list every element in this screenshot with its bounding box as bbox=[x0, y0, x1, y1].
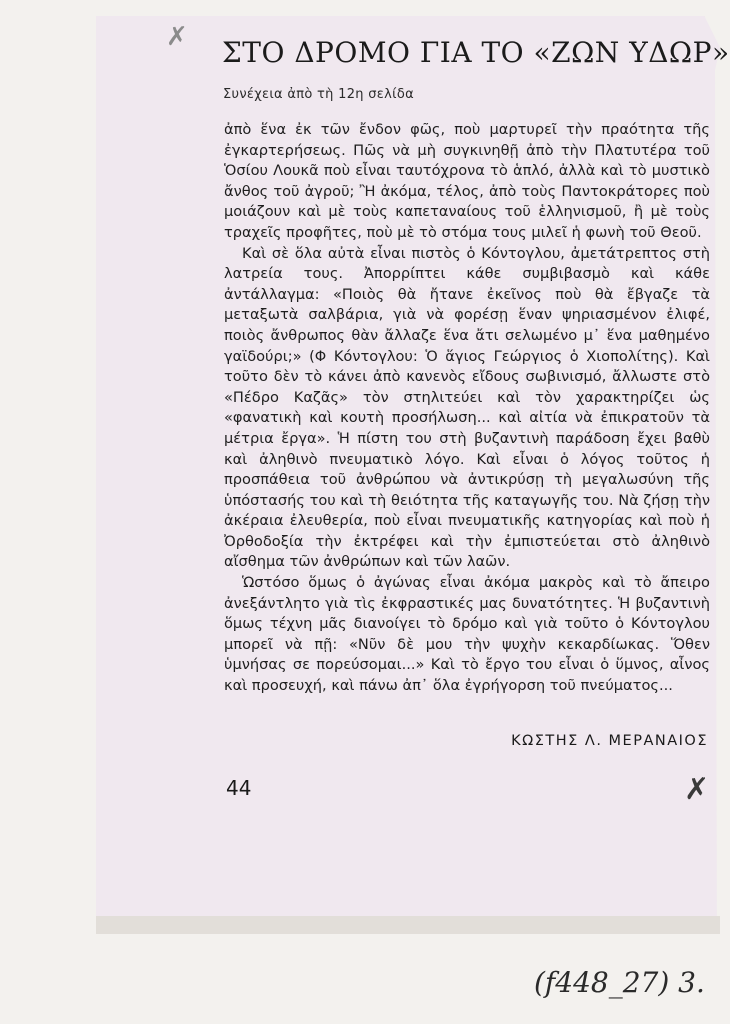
paragraph-1: ἀπὸ ἕνα ἐκ τῶν ἔνδον φῶς, ποὺ μαρτυρεῖ τὴν πραότητα τῆς ἐγκαρτερήσεως. Πῶς νὰ μὴ συγκινηθῇ ἀπὸ τὴν Πλατυτέρα τοῦ Ὁσίου Λουκᾶ ποὺ εἶναι ταυτόχρονα τὸ ἁπλό, ἀλλὰ καὶ τὸ μυστικὸ ἄνθος τοῦ ἀγροῦ; Ἢ ἀκόμα, τέλος, ἀπὸ τοὺς Παντοκράτορες ποὺ μοιάζουν καὶ μὲ τοὺς καπεταναίους τοῦ ἑλληνισμοῦ, ἢ μὲ τοὺς τραχεῖς προφῆτες, ποὺ μὲ τὸ στόμα τους μιλεῖ ἡ φωνὴ τοῦ Θεοῦ. bbox=[224, 121, 710, 241]
paragraph-3: Ὡστόσο ὅμως ὁ ἀγώνας εἶναι ἀκόμα μακρὸς καὶ τὸ ἄπειρο ἀνεξάντλητο γιὰ τὶς ἐκφραστικές μας δυνατότητες. Ἡ βυζαντινὴ ὅμως τέχνη μᾶς διανοίγει τὸ δρόμο καὶ γιὰ τοῦτο ὁ Κόντογλου μπορεῖ νὰ πῇ: «Νῦν δὲ μου τὴν ψυχὴν κεκαρδίωκας. Ὅθεν ὑμνήσας σε πορεύσομαι...» Καὶ τὸ ἔργο του εἶναι ὁ ὕμνος, αἶνος καὶ προσευχή, καὶ πάνω ἀπ᾽ ὅλα ἐγρήγορση τοῦ πνεύματος... bbox=[224, 574, 710, 695]
scan-noise bbox=[0, 0, 100, 1024]
author-signature: ΚΩΣΤΗΣ Λ. ΜΕΡΑΝΑΙΟΣ bbox=[511, 733, 708, 749]
clipping-shadow-strip bbox=[96, 916, 720, 934]
pencil-cross-mark-right: ✗ bbox=[684, 772, 710, 807]
paragraph-2: Καὶ σὲ ὅλα αὐτὰ εἶναι πιστὸς ὁ Κόντογλου, ἀμετάτρεπτος στὴ λατρεία τους. Ἀπορρίπτει κάθε συμβιβασμὸ καὶ κάθε ἀντάλλαγμα: «Ποιὸς θὰ ἤτανε ἐκεῖνος ποὺ θὰ ἔβγαζε τὰ μεταξωτὰ σαλβάρια, γιὰ νὰ φορέσῃ ἕναν ψηριασμένον ἐλιφέ, ποιὸς ἄνθρωπος θὰν ἄλλαζε ἕνα ἄτι σελωμένο μ᾽ ἕνα μαθημένο γαϊδούρι;» (Φ Κόντογλου: Ὁ ἅγιος Γεώργιος ὁ Χιοπολίτης). Καὶ τοῦτο δὲν τὸ κάνει ἀπὸ κανενὸς εἴδους σωβινισμό, ἄλλωστε στὸ «Πέδρο Καζᾶς» τὸν στηλιτεύει καὶ τὸν χαρακτηρίζει ὡς «φανατικὴ καὶ κουτὴ προσήλωση... καὶ αἰτία νὰ ἐπικρατοῦν τὰ μέτρια ἔργα». Ἡ πίστη του στὴ βυζαντινὴ παράδοση ἔχει βαθὺ καὶ ἀληθινὸ πνευματικὸ λόγο. Καὶ εἶναι ὁ λόγος τοῦτος ἡ προσπάθεια τοῦ ἀνθρώπου νὰ ἀντικρύσῃ τὴ μεγαλωσύνη τῆς ὑπόστασής του καὶ τὴ θειότητα τῆς καταγωγῆς του. Νὰ ζήσῃ τὴν ἀκέραια ἐλευθερία, ποὺ εἶναι πνευματικῆς κατηγορίας καὶ ποὺ ἡ Ὀρθοδοξία τὴν ἐκτρέφει καὶ τὴν ἐμπιστεύεται στὸ ἀληθινὸ αἴσθημα τῶν ἀνθρώπων καὶ τῶν λαῶν. bbox=[224, 244, 710, 571]
continuation-note: Συνέχεια ἀπὸ τὴ 12η σελίδα bbox=[223, 87, 414, 102]
page-number: 44 bbox=[226, 776, 252, 800]
article-body bbox=[224, 120, 710, 697]
pencil-cross-mark-top: ✗ bbox=[166, 22, 188, 52]
article-title: ΣΤΟ ΔΡΟΜΟ ΓΙΑ ΤΟ «ΖΩΝ ΥΔΩΡ» bbox=[222, 36, 730, 69]
archive-reference: (f448_27) 3. bbox=[534, 966, 705, 999]
